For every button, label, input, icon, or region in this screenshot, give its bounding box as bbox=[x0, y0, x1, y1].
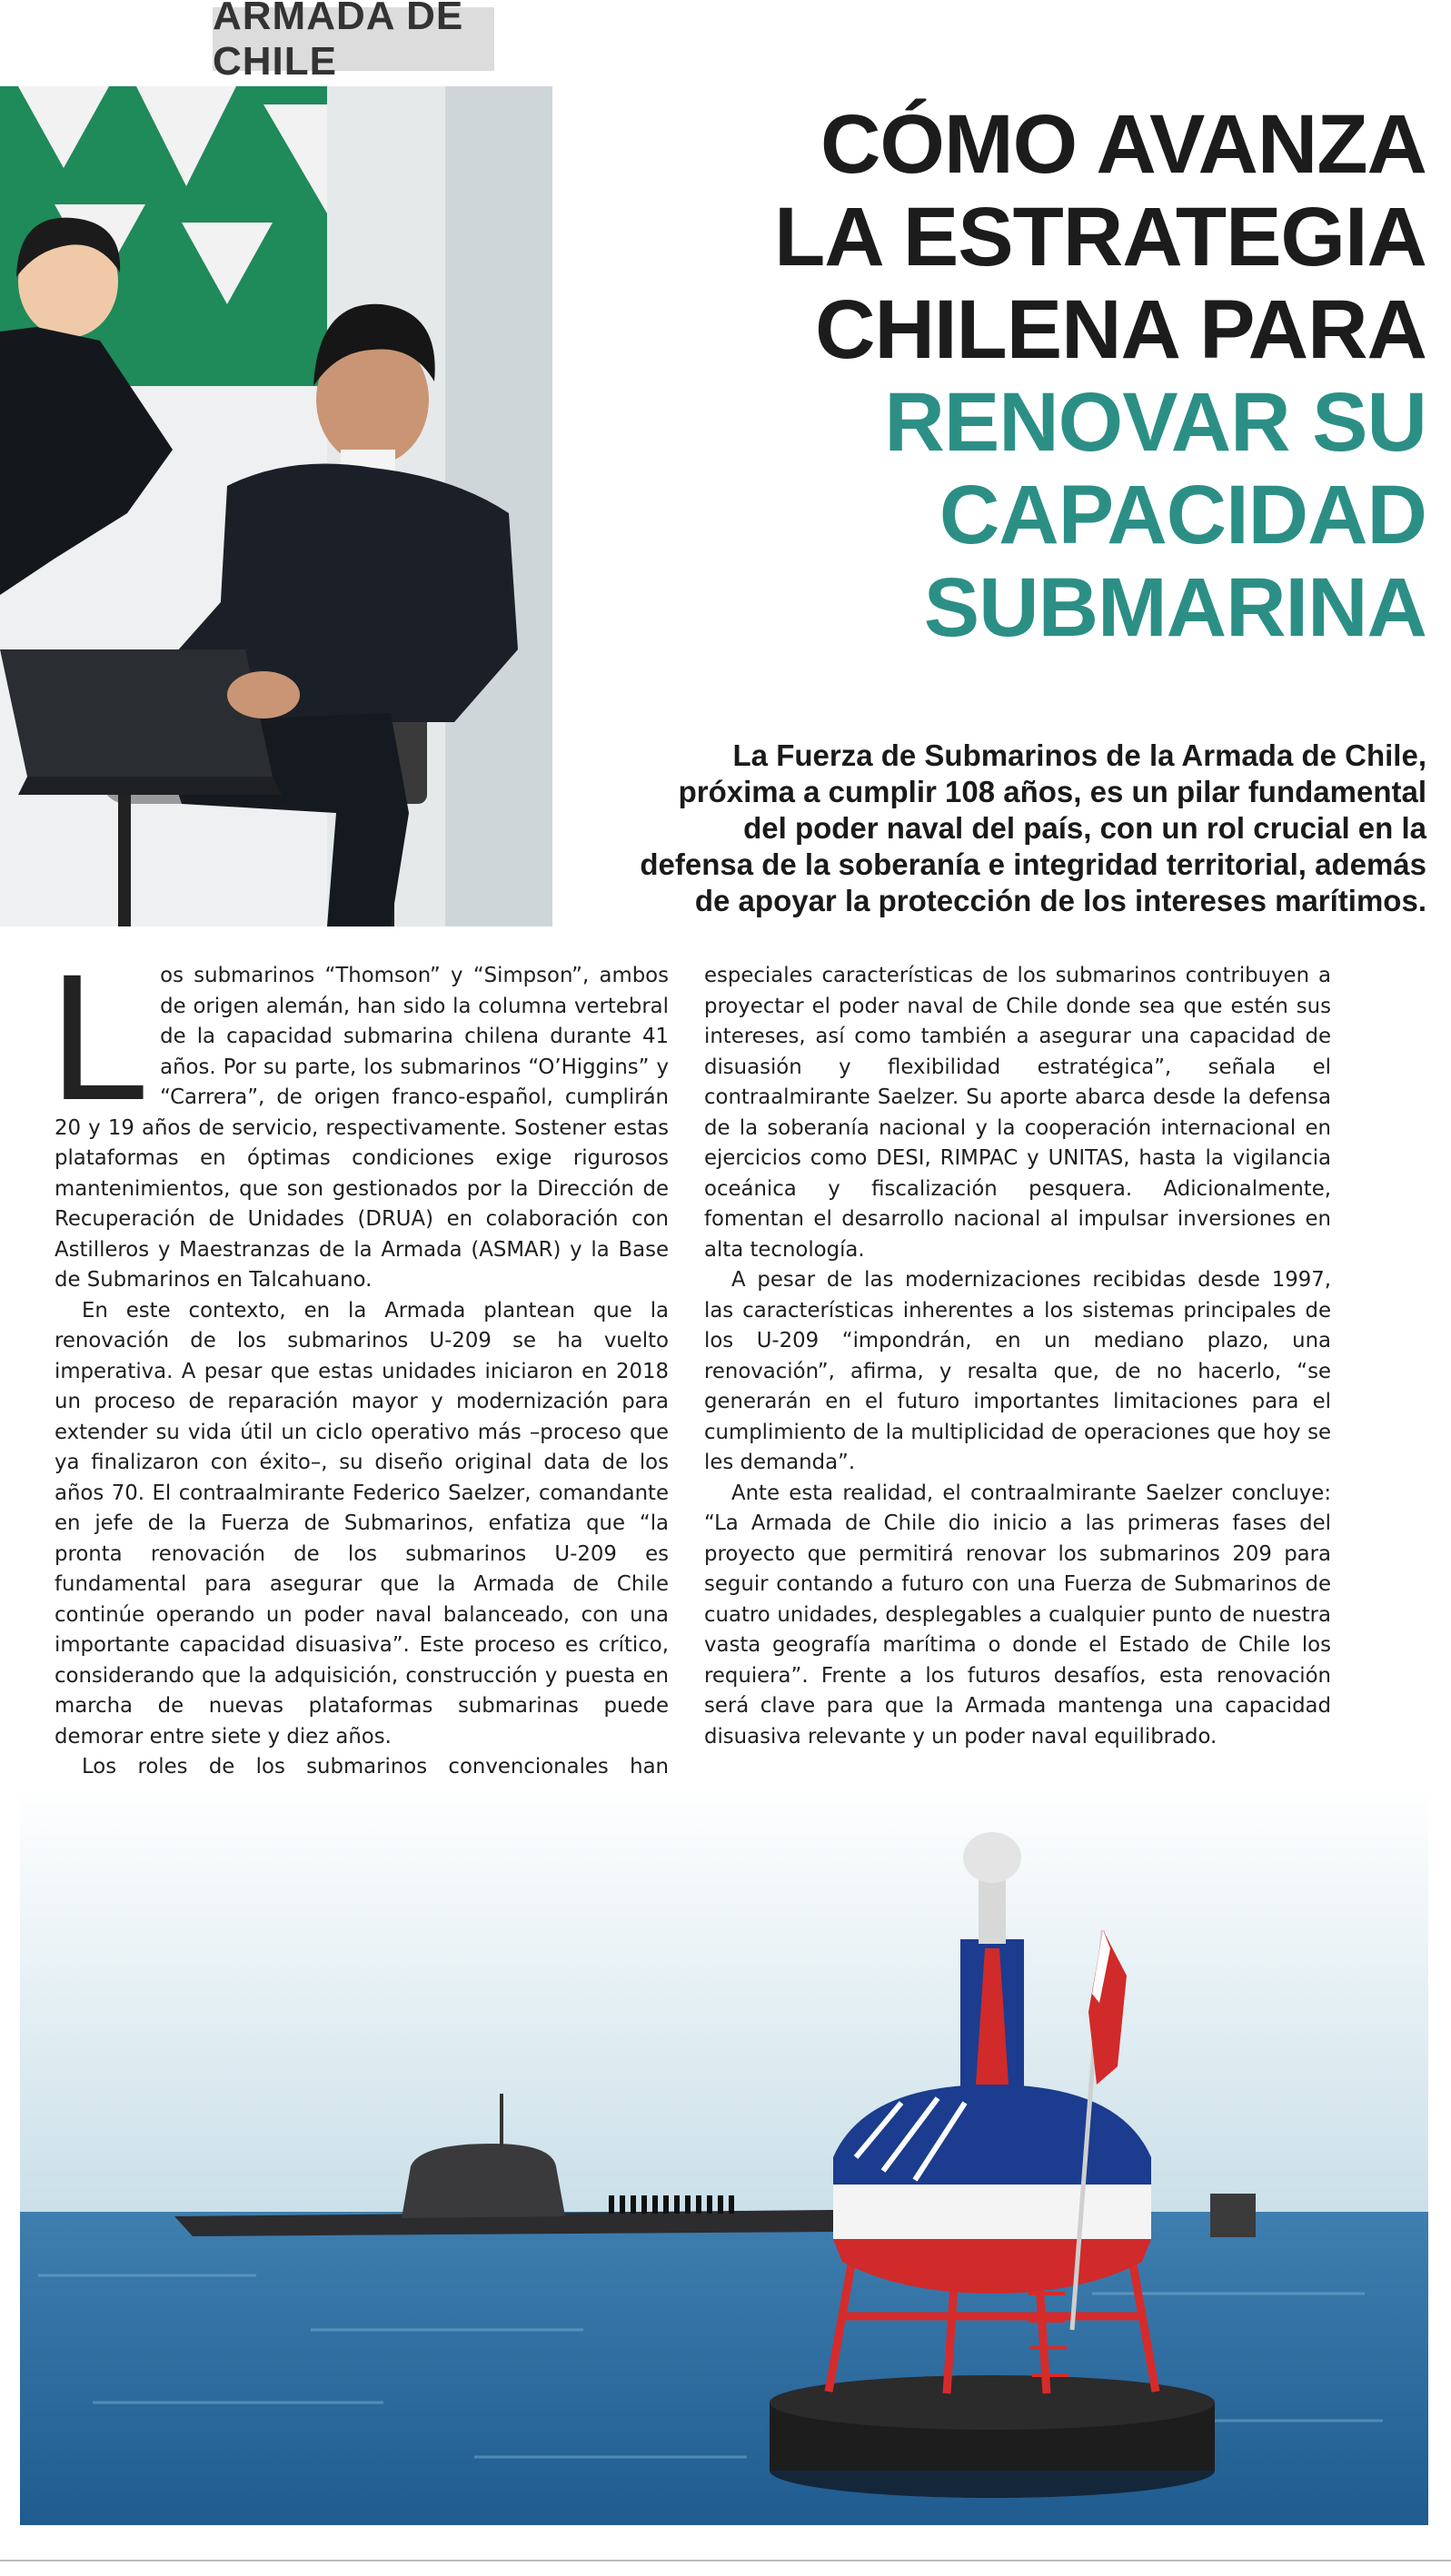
drop-cap: L bbox=[49, 936, 150, 1137]
body-paragraph bbox=[49, 936, 669, 1296]
headline-line: CHILENA PARA bbox=[815, 283, 1426, 376]
officers-laptop-photo bbox=[0, 86, 552, 926]
headline-line: LA ESTRATEGIA bbox=[774, 191, 1426, 283]
body-paragraph: En este contexto, en la Armada plantean que la renovación de los submarinos U-209 se ha vuelto imperativa. A pesar que estas unidades iniciaron en 2018 un proceso de reparación mayor y modernización para extender su vida útil un ciclo operativo más –proceso que ya finalizaron con éxito–, su diseño original data de los años 70. El contraalmirante Federico Saelzer, comandante en jefe de la Fuerza de Submarinos, enfatiza que “la pronta renovación de los submarinos U-209 es fundamental para asegurar que la Armada de Chile continúe operando un poder naval balanceado, con una importante capacidad disuasiva”. Este proceso es crítico, considerando que la adquisición, construcción y puesta en marcha de nuevas plataformas submarinas puede demorar entre siete y diez años. bbox=[55, 1298, 669, 1749]
section-tag bbox=[213, 0, 494, 84]
headline bbox=[581, 98, 1426, 654]
footer-rule bbox=[0, 2560, 1451, 2561]
body-paragraph: Ante esta realidad, el contraalmirante Saelzer concluye: “La Armada de Chile dio inicio a las primeras fases del proyecto que permitirá renovar los submarinos 209 para seguir contando a futuro con una Fuerza de Submarinos de cuatro unidades, desplegables a cualquier punto de nuestra vasta geografía marítima o donde el Estado de Chile los requiera”. Frente a los futuros desafíos, esta renovación será clave para que la Armada mantenga una capacidad disuasiva relevante y un poder naval equilibrado. bbox=[704, 1481, 1331, 1749]
body-text: os submarinos “Thomson” y “Simpson”, ambos de origen alemán, han sido la columna vertebral de la capacidad submarina chilena durante 41 años. Por su parte, los submarinos “O’Higgins” y “Carrera”, de origen franco-español, cumplirán 20 y 19 años de servicio, respectivamente. Sostener estas plataformas en óptimas condiciones exige rigurosos mantenimientos, que son gestionados por la Dirección de Recuperación de Unidades (DRUA) en colaboración con Astilleros y Maestranzas de la Armada (ASMAR) y la Base de Submarinos en Talcahuano. bbox=[55, 964, 669, 1292]
body-paragraph: Los roles de los submarinos convencionales han bbox=[82, 1755, 669, 1778]
body-paragraph: especiales características de los submarinos contribuyen a proyectar el poder naval de Chile donde sea que estén sus intereses, así como también a asegurar una capacidad de disuasión y flexibilidad estratégica”, señala el contraalmirante Saelzer. Su aporte abarca desde la defensa de la soberanía nacional y la cooperación internacional en ejercicios como DESI, RIMPAC y UNITAS, hasta la vigilancia oceánica y fiscalización pesquera. Adicionalmente, fomentan el desarrollo nacional al impulsar inversiones en alta tecnología. bbox=[704, 964, 1331, 1262]
section-label: ARMADA DE CHILE bbox=[213, 0, 464, 84]
body-paragraph: A pesar de las modernizaciones recibidas desde 1997, las características inherentes a los sistemas principales de los U-209 “impondrán, en un mediano plazo, una renovación”, afirma, y resalta que, de no hacerlo, “se generarán en el futuro importantes limitaciones para el cumplimiento de la multiplicidad de operaciones que hoy se les demanda”. bbox=[704, 1268, 1331, 1474]
lead-paragraph: La Fuerza de Submarinos de la Armada de Chile, próxima a cumplir 108 años, es un pilar fundamental del poder naval del país, con un rol crucial en la defensa de la soberanía e integridad territorial, además de apoyar la protección de los intereses marítimos. bbox=[640, 738, 1426, 917]
headline-line: CÓMO AVANZA bbox=[820, 98, 1426, 191]
headline-accent-line: CAPACIDAD bbox=[939, 469, 1426, 561]
body-column-right bbox=[704, 961, 1331, 1752]
submarine-buoy-photo bbox=[20, 1785, 1428, 2525]
headline-accent-line: RENOVAR SU bbox=[884, 376, 1426, 469]
headline-accent-line: SUBMARINA bbox=[923, 561, 1426, 654]
